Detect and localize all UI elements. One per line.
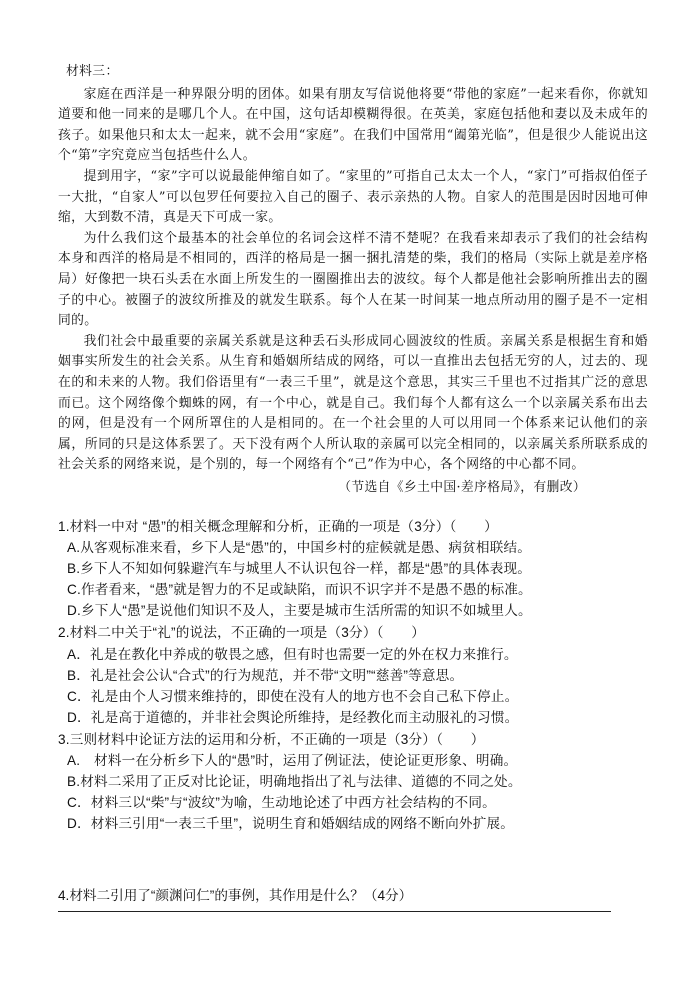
material-paragraph: 家庭在西洋是一种界限分明的团体。如果有朋友写信说他将要“带他的家庭”一起来看你，你就知道要和他一同来的是哪几个人。在中国，这句话却模糊得很。在英美，家庭包括他和妻以及未成年的孩子。如果他只和太太一起来，就不会用“家庭”。在我们中国常用“阖第光临”，但是很少人能说出这个“第”字究竟应当包括些什么人。: [58, 86, 648, 164]
option-d: D．材料三引用“一表三千里”，说明生育和婚姻结成的网络不断向外扩展。: [67, 816, 515, 832]
option-c: C．礼是由个人习惯来维持的，即使在没有人的地方也不会自己私下停止。: [67, 688, 519, 704]
answer-line[interactable]: [58, 911, 611, 912]
question-3: [58, 729, 658, 834]
material-three: [58, 62, 648, 498]
option-a: A.从客观标准来看，乡下人是“愚”的，中国乡村的症候就是愚、病贫相联结。: [67, 540, 532, 556]
option-d: D．礼是高于道德的，并非社会舆论所维持，是经教化而主动服礼的习惯。: [67, 709, 519, 725]
option-a: A. 材料一在分析乡下人的“愚”时，运用了例证法，使论证更形象、明确。: [67, 753, 518, 769]
material-paragraph: 为什么我们这个最基本的社会单位的名词会这样不清不楚呢？在我看来却表示了我们的社会结构本身和西洋的格局是不相同的，西洋的格局是一捆一捆扎清楚的柴，我们的格局（实际上就是差序格局）好像把一块石头丢在水面上所发生的一圈圈推出去的波纹。每个人都是他社会影响所推出去的圈子的中心。被圈子的波纹所推及的就发生联系。每个人在某一时间某一地点所动用的圈子是不一定相同的。: [58, 230, 648, 329]
option-a: A．礼是在教化中养成的敬畏之感，但有时也需要一定的外在权力来推行。: [67, 646, 518, 662]
material-source: （节选自《乡土中国·差序格局》，有删改）: [338, 479, 586, 495]
question-2: [58, 622, 658, 727]
option-b: B．礼是社会公认“合式”的行为规范，并不带“文明”“慈善”等意思。: [67, 667, 464, 683]
option-c: C．材料三以“柴”与“波纹”为喻，生动地论述了中西方社会结构的不同。: [67, 795, 496, 811]
material-heading: 材料三：: [66, 64, 119, 79]
option-b: B.材料二采用了正反对比论证，明确地指出了礼与法律、道德的不同之处。: [67, 774, 522, 790]
option-b: B.乡下人不知如何躲避汽车与城里人不认识包谷一样，都是“愚”的具体表现。: [67, 561, 532, 577]
option-d: D.乡下人“愚”是说他们知识不及人，主要是城市生活所需的知识不如城里人。: [67, 603, 532, 619]
question-stem: 1.材料一中对 “愚”的相关概念理解和分析，正确的一项是（3分）（ ）: [58, 519, 498, 534]
question-4-stem: 4.材料二引用了“颜渊问仁”的事例，其作用是什么？（4分）: [58, 887, 413, 903]
question-stem: 3.三则材料中论证方法的运用和分析，不正确的一项是（3分）（ ）: [58, 731, 485, 747]
question-list: [58, 516, 658, 835]
material-paragraph: 我们社会中最重要的亲属关系就是这种丢石头形成同心圆波纹的性质。亲属关系是根据生育和婚姻事实所发生的社会关系。从生育和婚姻所结成的网络，可以一直推出去包括无穷的人，过去的、现在的和未来的人物。我们俗语里有“一表三千里”，就是这个意思，其实三千里也不过指其广泛的意思而已。这个网络像个蜘蛛的网，有一个中心，就是自己。我们每个人都有这么一个以亲属关系布出去的网，但是没有一个网所罩住的人是相同的。在一个社会里的人可以用同一个体系来记认他们的亲属，所同的只是这体系罢了。天下没有两个人所认取的亲属可以完全相同的，以亲属关系所联系成的社会关系的网络来说，是个别的，每一个网络有个“己”作为中心，各个网络的中心都不同。: [58, 333, 648, 473]
option-c: C.作者看来，“愚”就是智力的不足或缺陷，而识不识字并不是愚不愚的标准。: [67, 582, 532, 598]
material-paragraph: 提到用字，“家”字可以说最能伸缩自如了。“家里的”可指自己太太一个人，“家门”可指叔伯侄子一大批，“自家人”可以包罗任何要拉入自己的圈子、表示亲热的人物。自家人的范围是因时因地可伸缩，大到数不清，真是天下可成一家。: [58, 168, 648, 226]
question-stem: 2.材料二中关于“礼”的说法，不正确的一项是（3分）（ ）: [58, 625, 425, 641]
question-1: [58, 516, 658, 621]
